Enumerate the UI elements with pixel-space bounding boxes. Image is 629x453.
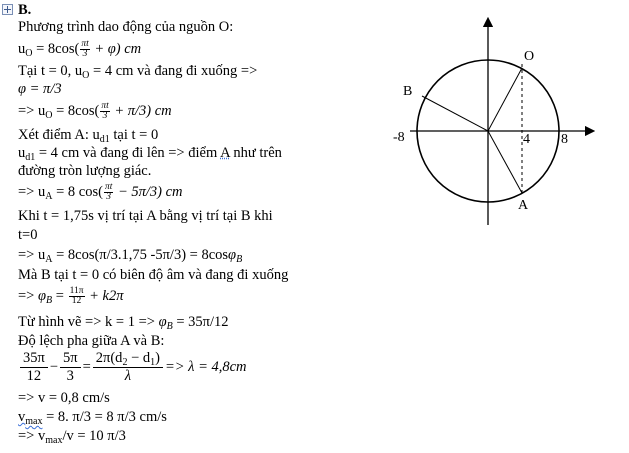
line-13: Mà B tại t = 0 có biên độ âm và đang đi xuống xyxy=(18,267,289,283)
line-9: => $u_A = 8$ cos( $\frac{\pi t}{3}$ − 5π/3) cm xyxy=(18,182,183,202)
line-16: Độ lệch pha giữa A và B: xyxy=(18,333,165,349)
label-neg8: -8 xyxy=(393,130,405,145)
line-12: => $u_A = 8\cos(\pi/3.1,75$ -5π/3) = 8cosφ$_B$ xyxy=(18,247,243,265)
radius-A xyxy=(488,131,522,193)
line-5: => $u_O = 8\cos$( $\frac{\pi t}{3}$ + π/3) cm xyxy=(18,101,172,121)
line-1: Phương trình dao động của nguồn O: xyxy=(18,19,234,35)
line-10: Khi t = 1,75s vị trí tại A bằng vị trí tại B khi xyxy=(18,208,273,224)
line-4: φ = π/3 xyxy=(18,81,62,97)
label-A: A xyxy=(518,198,529,213)
answer-label: B. xyxy=(18,2,32,18)
line-8: đường tròn lượng giác. xyxy=(18,163,152,179)
line-20: => $v_{max}/v = 10$ π/3 xyxy=(18,428,126,446)
line-3: Tại t = 0, $u_O = 4$ cm và đang đi xuống => xyxy=(18,63,258,81)
line-19: $v_{max} = 8$. π/3 = 8 π/3 cm/s xyxy=(18,409,167,427)
line-6: Xét điểm A: $u_{d1}$ tại t = 0 xyxy=(18,127,159,145)
line-11: t=0 xyxy=(18,227,38,243)
line-17-phase-equation: $\frac{35\pi}{12}$ − $\frac{5\pi}{3}$ = $\frac{2\pi(d_2 - d_1)}{\lambda}$ => λ = 4,8cm xyxy=(18,350,247,385)
line-15: Từ hình vẽ => $k = 1 => \varphi_B = 35\pi/12$ xyxy=(18,314,229,332)
line-14: => $\varphi_B$ = $\frac{11\pi}{12}$ + k2π xyxy=(18,286,124,306)
label-B: B xyxy=(403,84,413,99)
line-7: $u_{d1} = 4$ cm và đang đi lên => điểm A như trên xyxy=(18,145,282,163)
line-2: $u_O = 8\cos$( $\frac{\pi t}{3}$ + φ) cm xyxy=(18,39,142,59)
radius-B xyxy=(422,96,488,131)
radius-O xyxy=(488,68,522,131)
label-8: 8 xyxy=(561,132,568,147)
trig-circle xyxy=(417,60,559,202)
line-18: => v = 0,8 cm/s xyxy=(18,390,110,406)
table-move-handle-icon[interactable] xyxy=(2,4,13,15)
label-4: 4 xyxy=(523,132,530,147)
label-O: O xyxy=(524,49,535,64)
